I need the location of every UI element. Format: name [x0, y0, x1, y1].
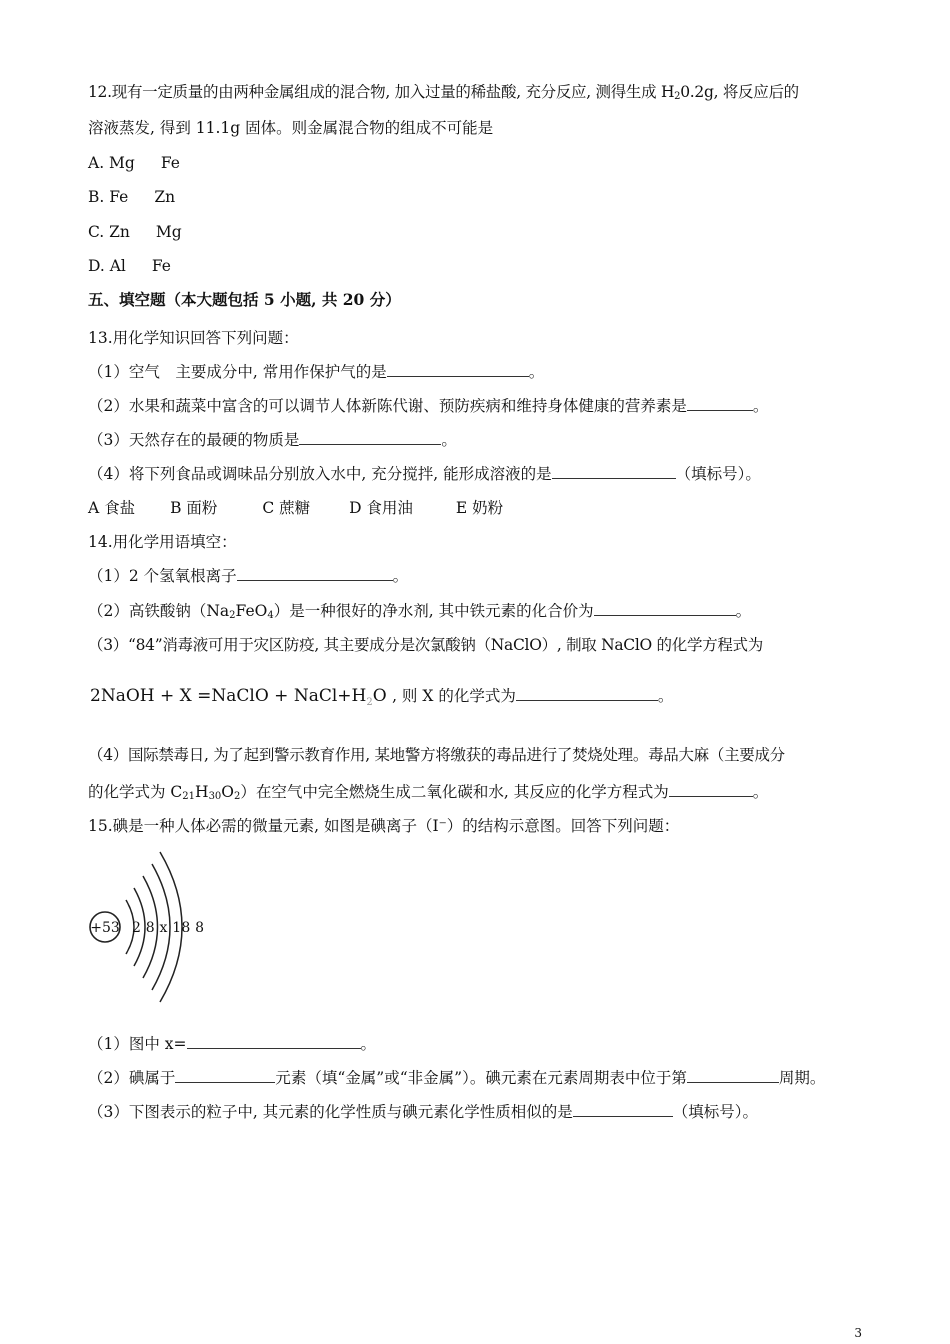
answer-blank[interactable]	[387, 362, 529, 377]
q15-part2: （2）碘属于 元素（填“金属”或“非金属”）。碘元素在元素周期表中位于第 周期。	[88, 1069, 826, 1087]
q12-option-b: B. Fe Zn	[88, 188, 176, 206]
q12-option-d: D. Al Fe	[88, 257, 171, 275]
q12-option-a: A. Mg Fe	[88, 154, 180, 172]
q12-line2: 溶液蒸发, 得到 11.1g 固体。则金属混合物的组成不可能是	[88, 119, 494, 137]
answer-blank[interactable]	[594, 601, 736, 616]
q13-stem: 13.用化学知识回答下列问题：	[88, 329, 299, 347]
iodide-ion-structure-diagram	[86, 848, 216, 1008]
q15-stem: 15.碘是一种人体必需的微量元素, 如图是碘离子（I⁻）的结构示意图。回答下列问题：	[88, 817, 680, 835]
q14-part1: （1）2 个氢氧根离子 。	[88, 567, 409, 585]
q13-part2: （2）水果和蔬菜中富含的可以调节人体新陈代谢、预防疾病和维持身体健康的营养素是 。	[88, 397, 769, 415]
answer-blank[interactable]	[669, 782, 753, 797]
shell-electron-counts: 2 8 x 18 8	[132, 920, 204, 936]
nucleus-charge: +53	[90, 920, 120, 936]
q13-part4: （4）将下列食品或调味品分别放入水中, 充分搅拌, 能形成溶液的是 （填标号）。	[88, 465, 761, 483]
answer-blank[interactable]	[687, 1068, 779, 1083]
q14-part4-line1: （4）国际禁毒日, 为了起到警示教育作用, 某地警方将缴获的毒品进行了焚烧处理。毒品大麻（主要成分	[88, 746, 785, 764]
answer-blank[interactable]	[175, 1068, 275, 1083]
chemical-equation: 2NaOH + X =NaClO + $NaCl+H_2O$ , 则 X 的化学式为 。	[90, 686, 674, 708]
q13-part1: （1）空气 主要成分中, 常用作保护气的是 。	[88, 363, 545, 381]
q13-choices: A 食盐 B 面粉 C 蔗糖 D 食用油 E 奶粉	[88, 499, 504, 517]
answer-blank[interactable]	[552, 464, 676, 479]
q14-stem: 14.用化学用语填空：	[88, 533, 237, 551]
answer-blank[interactable]	[687, 396, 753, 411]
q12-option-c: C. Zn Mg	[88, 223, 182, 241]
q13-part3: （3）天然存在的最硬的物质是 。	[88, 431, 457, 449]
section-title: 五、填空题（本大题包括 5 小题, 共 20 分）	[88, 290, 401, 309]
q14-part2: （2）高铁酸钠$(Na_2FeO_4)$是一种很好的净水剂, 其中铁元素的化合价为 。	[88, 602, 752, 621]
answer-blank[interactable]	[237, 566, 393, 581]
q14-part3: （3）“84”消毒液可用于灾区防疫, 其主要成分是次氯酸钠（NaClO）, 制取 NaClO 的化学方程式为	[88, 636, 763, 654]
q12-line1: 12.现有一定质量的由两种金属组成的混合物, 加入过量的稀盐酸, 充分反应, 测得生成 $H_20.2g$, 将反应后的	[88, 83, 799, 102]
q15-part1: （1）图中 x= 。	[88, 1035, 377, 1053]
answer-blank[interactable]	[516, 686, 658, 701]
q15-part3: （3）下图表示的粒子中, 其元素的化学性质与碘元素化学性质相似的是 （填标号）。	[88, 1103, 758, 1121]
q14-part4-line2: 的化学式为 $C_{21}H_{30}O_2$）在空气中完全燃烧生成二氧化碳和水, 其反应的化学方程式为 。	[88, 783, 769, 802]
page-number: 3	[854, 1326, 862, 1340]
answer-blank[interactable]	[187, 1034, 361, 1049]
answer-blank[interactable]	[573, 1102, 673, 1117]
answer-blank[interactable]	[299, 430, 441, 445]
